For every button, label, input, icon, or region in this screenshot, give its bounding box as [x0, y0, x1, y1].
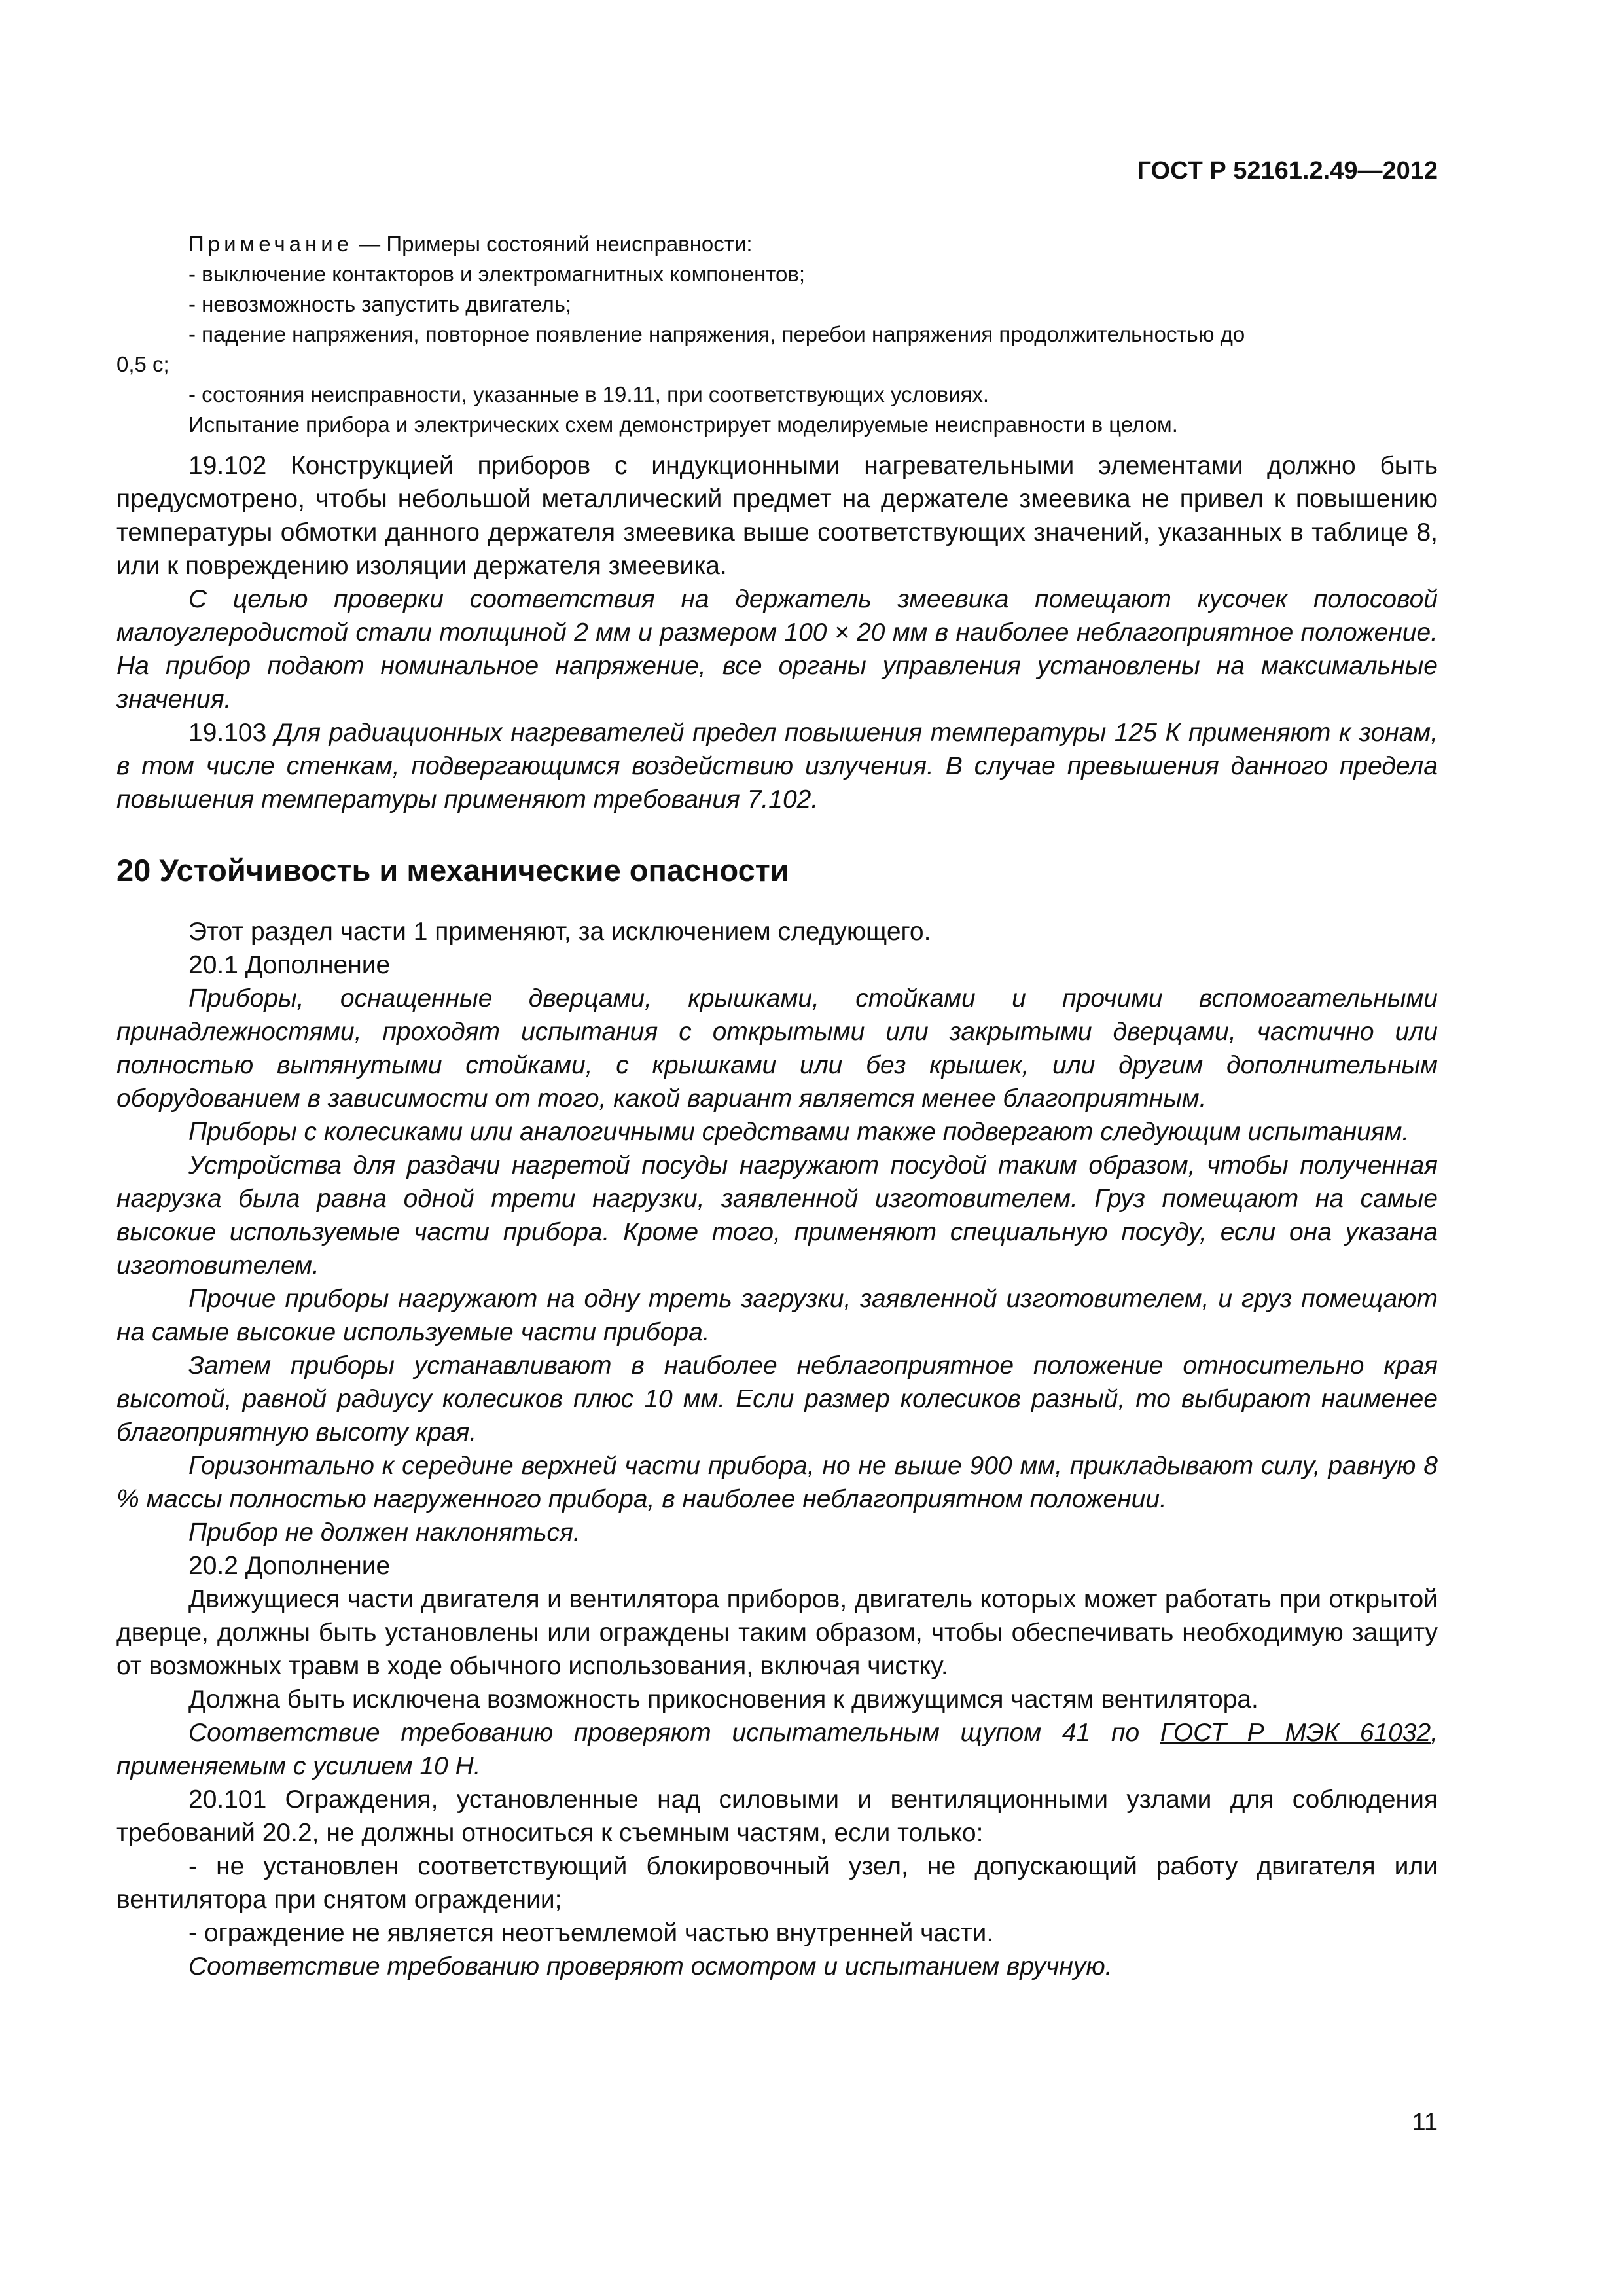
note-closing: Испытание прибора и электрических схем демонстрирует моделируемые неисправности в целом.	[188, 412, 1178, 437]
note-intro	[116, 229, 1438, 259]
section-19-body	[116, 449, 1438, 816]
note-item: - невозможность запустить двигатель;	[188, 292, 572, 316]
section-20-body	[116, 915, 1438, 1983]
clause-20-101	[116, 1783, 1438, 1850]
clause-text: Для радиационных нагревателей предел повышения температуры 125 К применяют к зонам, в том числе стенкам, подвергающимся воздействию излучения. В случае превышения данного предела повышения температуры применяют требования 7.102.	[116, 719, 1438, 814]
subclause-20-1-para: Прочие приборы нагружают на одну треть загрузки, заявленной изготовителем, и груз помещают на самые высокие используемые части прибора.	[116, 1285, 1438, 1346]
clause-number: 20.101	[188, 1785, 267, 1814]
standard-number: ГОСТ Р 52161.2.49—2012	[1137, 157, 1438, 185]
clause-text: Конструкцией приборов с индукционными нагревательными элементами должно быть предусмотрено, чтобы небольшой металлический предмет на держателе змеевика не привел к повышению температуры обмотки данного держателя змеевика выше соответствующих значений, указанных в таблице 8, или к повреждению изоляции держателя змеевика.	[116, 452, 1438, 580]
subclause-20-1-para: Прибор не должен наклоняться.	[188, 1518, 580, 1547]
page-number: 11	[1412, 2109, 1438, 2136]
subclause-20-1-para: Приборы с колесиками или аналогичными средствами также подвергают следующим испытаниям.	[188, 1118, 1410, 1146]
subclause-20-2-para: Движущиеся части двигателя и вентилятора приборов, двигатель которых может работать при открытой дверце, должны быть установлены или ограждены таким образом, чтобы обеспечивать необходимую защиту от возможных травм в ходе обычного использования, включая чистку.	[116, 1585, 1438, 1680]
clause-number: 19.103	[188, 719, 267, 747]
clause-20-101-test: Соответствие требованию проверяют осмотром и испытанием вручную.	[188, 1952, 1113, 1981]
page-content	[116, 229, 1438, 1983]
subclause-20-1-para: Приборы, оснащенные дверцами, крышками, стойками и прочими вспомогательными принадлежностями, проходят испытания с открытыми или закрытыми дверцами, частично или полностью вытянутыми стойками, с крышками или без крышек, или другим дополнительным оборудованием в зависимости от того, какой вариант является менее благоприятным.	[116, 984, 1438, 1113]
clause-19-103	[116, 716, 1438, 816]
clause-number: 19.102	[188, 452, 267, 480]
clause-19-102-test: С целью проверки соответствия на держатель змеевика помещают кусочек полосовой малоуглеродистой стали толщиной 2 мм и размером 100 × 20 мм в наиболее неблагоприятное положение. На прибор подают номинальное напряжение, все органы управления установлены на максимальные значения.	[116, 585, 1438, 713]
subclause-20-1-para: Горизонтально к середине верхней части прибора, но не выше 900 мм, прикладывают силу, равную 8 % массы полностью нагруженного прибора, в наиболее неблагоприятном положении.	[116, 1452, 1438, 1513]
subclause-20-1-label: 20.1 Дополнение	[188, 951, 391, 979]
note-item: - состояния неисправности, указанные в 19.11, при соответствующих условиях.	[188, 382, 990, 406]
subclause-20-1-para: Затем приборы устанавливают в наиболее неблагоприятное положение относительно края высотой, равной радиусу колесиков плюс 10 мм. Если размер колесиков разный, то выбирают наименее благоприятную высоту края.	[116, 1352, 1438, 1446]
standard-reference-link[interactable]: ГОСТ Р МЭК 61032	[1160, 1719, 1431, 1747]
test-text: Соответствие требованию проверяют испытательным щупом 41 по	[188, 1719, 1160, 1747]
test-text: , применяемым с усилием 10 Н.	[116, 1719, 1438, 1780]
section-intro: Этот раздел части 1 применяют, за исключением следующего.	[188, 918, 931, 946]
section-heading: 20 Устойчивость и механические опасности	[116, 853, 789, 888]
note-intro-text: — Примеры состояний неисправности:	[353, 232, 753, 256]
note-item: - выключение контакторов и электромагнитных компонентов;	[188, 262, 806, 286]
note-label: Примечание	[188, 232, 353, 256]
clause-20-101-item: - не установлен соответствующий блокировочный узел, не допускающий работу двигателя или вентилятора при снятом ограждении;	[116, 1852, 1438, 1914]
subclause-20-2-para: Должна быть исключена возможность прикосновения к движущимся частям вентилятора.	[188, 1685, 1258, 1713]
note-item-continuation: 0,5 с;	[116, 352, 169, 376]
clause-19-102	[116, 449, 1438, 583]
clause-20-101-item: - ограждение не является неотъемлемой частью внутренней части.	[188, 1919, 994, 1947]
note-item: - падение напряжения, повторное появление напряжения, перебои напряжения продолжительностью до	[188, 322, 1245, 346]
clause-text: Ограждения, установленные над силовыми и вентиляционными узлами для соблюдения требований 20.2, не должны относиться к съемным частям, если только:	[116, 1785, 1438, 1847]
subclause-20-2-test	[116, 1716, 1438, 1783]
subclause-20-2-label: 20.2 Дополнение	[188, 1552, 391, 1580]
note-block	[116, 229, 1438, 440]
subclause-20-1-para: Устройства для раздачи нагретой посуды нагружают посудой таким образом, чтобы полученная нагрузка была равна одной трети нагрузки, заявленной изготовителем. Груз помещают на самые высокие используемые части прибора. Кроме того, применяют специальную посуду, если она указана изготовителем.	[116, 1151, 1438, 1280]
